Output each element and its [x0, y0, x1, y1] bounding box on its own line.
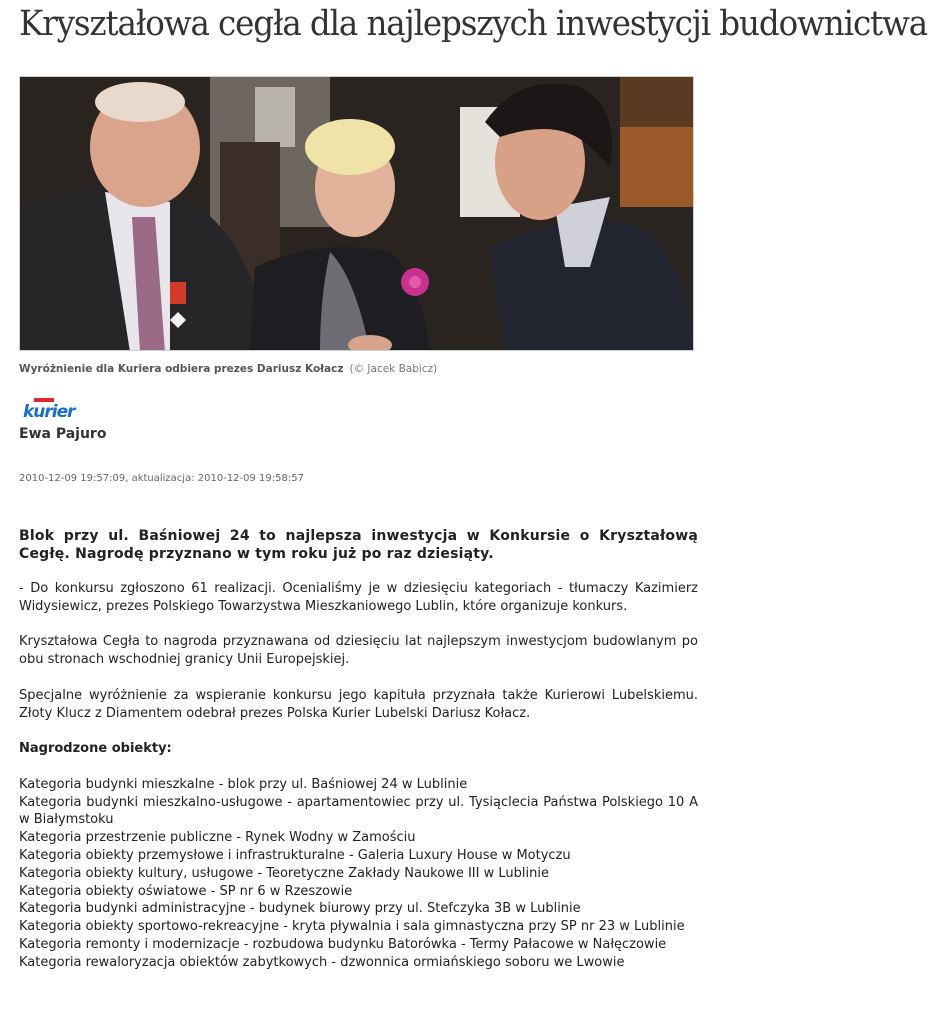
winner-item: Kategoria obiekty kultury, usługowe - Teoretyczne Zakłady Naukowe III w Lublinie: [19, 865, 549, 881]
winner-item: Kategoria obiekty sportowo-rekreacyjne - kryta pływalnia i sala gimnastyczna przy SP nr 23 w Lublinie: [19, 919, 685, 935]
publish-dates: 2010-12-09 19:57:09, aktualizacja: 2010-12-09 19:58:57: [19, 473, 304, 484]
article-lead: Blok przy ul. Baśniowej 24 to najlepsza inwestycja w Konkursie o Kryształową Cegłę. Nagrodę przyznano w tym roku już po raz dziesiąty.: [19, 528, 698, 562]
winner-item: Kategoria rewaloryzacja obiektów zabytkowych - dzwonnica ormiańskiego soboru we Lwowie: [19, 954, 625, 970]
kurier-logo-icon: [22, 398, 78, 420]
winner-item: Kategoria obiekty oświatowe - SP nr 6 w Rzeszowie: [19, 883, 353, 899]
winners-list: [19, 776, 698, 972]
winner-item: Kategoria remonty i modernizacje - rozbudowa budynku Batorówka - Termy Pałacowe w Nałęczowie: [19, 936, 667, 952]
article-body: [19, 527, 698, 972]
photo-caption-text: Wyróżnienie dla Kuriera odbiera prezes Dariusz Kołacz: [19, 363, 344, 375]
article-photo[interactable]: [19, 76, 694, 351]
article-paragraph: Kryształowa Cegła to nagroda przyznawana od dziesięciu lat najlepszym inwestycjom budowlanym po obu stronach wschodniej granicy Unii Europejskiej.: [19, 634, 698, 668]
photo-caption: [19, 363, 437, 375]
article-title: Kryształowa cegła dla najlepszych inwestycji budownictwa: [19, 4, 928, 44]
kurier-logo[interactable]: [22, 398, 78, 420]
photo-illustration: [20, 77, 694, 351]
winner-item: Kategoria budynki mieszkalne - blok przy ul. Baśniowej 24 w Lublinie: [19, 776, 468, 792]
winner-item: Kategoria budynki mieszkalno-usługowe - apartamentowiec przy ul. Tysiąclecia Państwa Polskiego 10 A w Białymstoku: [19, 794, 698, 828]
winners-heading: Nagrodzone obiekty:: [19, 741, 172, 757]
article-paragraph: Specjalne wyróżnienie za wspieranie konkursu jego kapituła przyznała także Kurierowi Lubelskiemu. Złoty Klucz z Diamentem odebrał prezes Polska Kurier Lubelski Dariusz Kołacz.: [19, 687, 698, 721]
winner-item: Kategoria budynki administracyjne - budynek biurowy przy ul. Stefczyka 3B w Lublinie: [19, 901, 581, 917]
svg-text:kurier: kurier: [23, 402, 75, 420]
article-paragraph: - Do konkursu zgłoszono 61 realizacji. Ocenialiśmy je w dziesięciu kategoriach - tłumaczy Kazimierz Widysiewicz, prezes Polskiego Towarzystwa Mieszkaniowego Lublin, które organizuje konkurs.: [19, 581, 698, 614]
winner-item: Kategoria przestrzenie publiczne - Rynek Wodny w Zamościu: [19, 830, 416, 846]
author-name: Ewa Pajuro: [19, 426, 107, 442]
winner-item: Kategoria obiekty przemysłowe i infrastrukturalne - Galeria Luxury House w Motyczu: [19, 847, 571, 863]
photo-credit: (© Jacek Babicz): [349, 363, 438, 375]
